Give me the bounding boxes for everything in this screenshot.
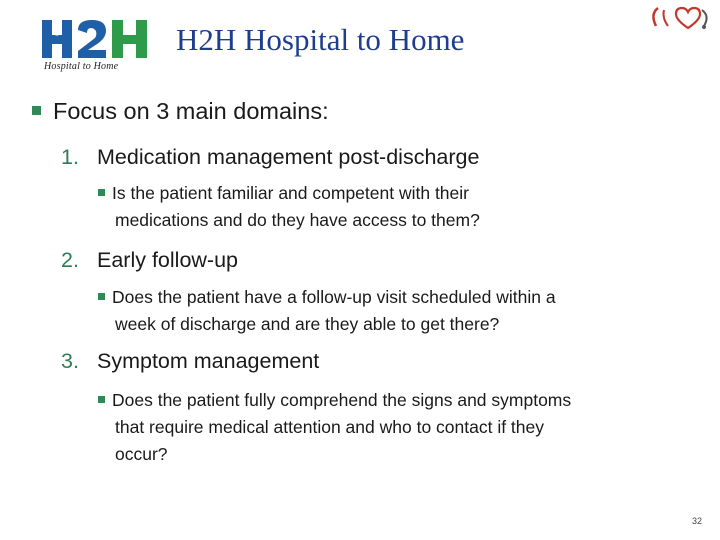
domain-label: Early follow-up [97, 248, 238, 272]
domain-number: 2. [61, 248, 79, 272]
square-bullet-icon [32, 106, 41, 115]
page-title: H2H Hospital to Home [176, 22, 465, 57]
detail-line: that require medical attention and who to contact if they [115, 417, 545, 437]
detail-line: Does the patient fully comprehend the signs and symptoms [112, 390, 572, 410]
domain-label: Medication management post-discharge [97, 145, 480, 169]
detail-line: Does the patient have a follow-up visit scheduled within a [112, 287, 556, 307]
detail-line: Is the patient familiar and competent with their [112, 183, 469, 203]
domain-number: 1. [61, 145, 79, 169]
domain-number: 3. [61, 349, 79, 373]
square-bullet-icon [98, 396, 105, 403]
detail-line: medications and do they have access to them? [115, 210, 480, 230]
domain-detail-1 [98, 180, 698, 234]
domain-item-3 [61, 349, 319, 374]
domain-detail-3 [98, 387, 698, 468]
heart-stethoscope-icon [648, 4, 714, 32]
logo-tagline: Hospital to Home [44, 61, 119, 72]
detail-line: occur? [115, 444, 168, 464]
h2h-logo-mark [40, 16, 152, 62]
detail-line: week of discharge and are they able to get there? [115, 314, 500, 334]
square-bullet-icon [98, 293, 105, 300]
square-bullet-icon [98, 189, 105, 196]
domain-item-2 [61, 248, 238, 273]
main-heading [32, 98, 329, 125]
domain-label: Symptom management [97, 349, 320, 373]
main-heading-text: Focus on 3 main domains: [53, 98, 329, 124]
domain-item-1 [61, 145, 479, 170]
page-number: 32 [692, 516, 703, 526]
domain-detail-2 [98, 284, 698, 338]
h2h-logo [40, 16, 152, 74]
